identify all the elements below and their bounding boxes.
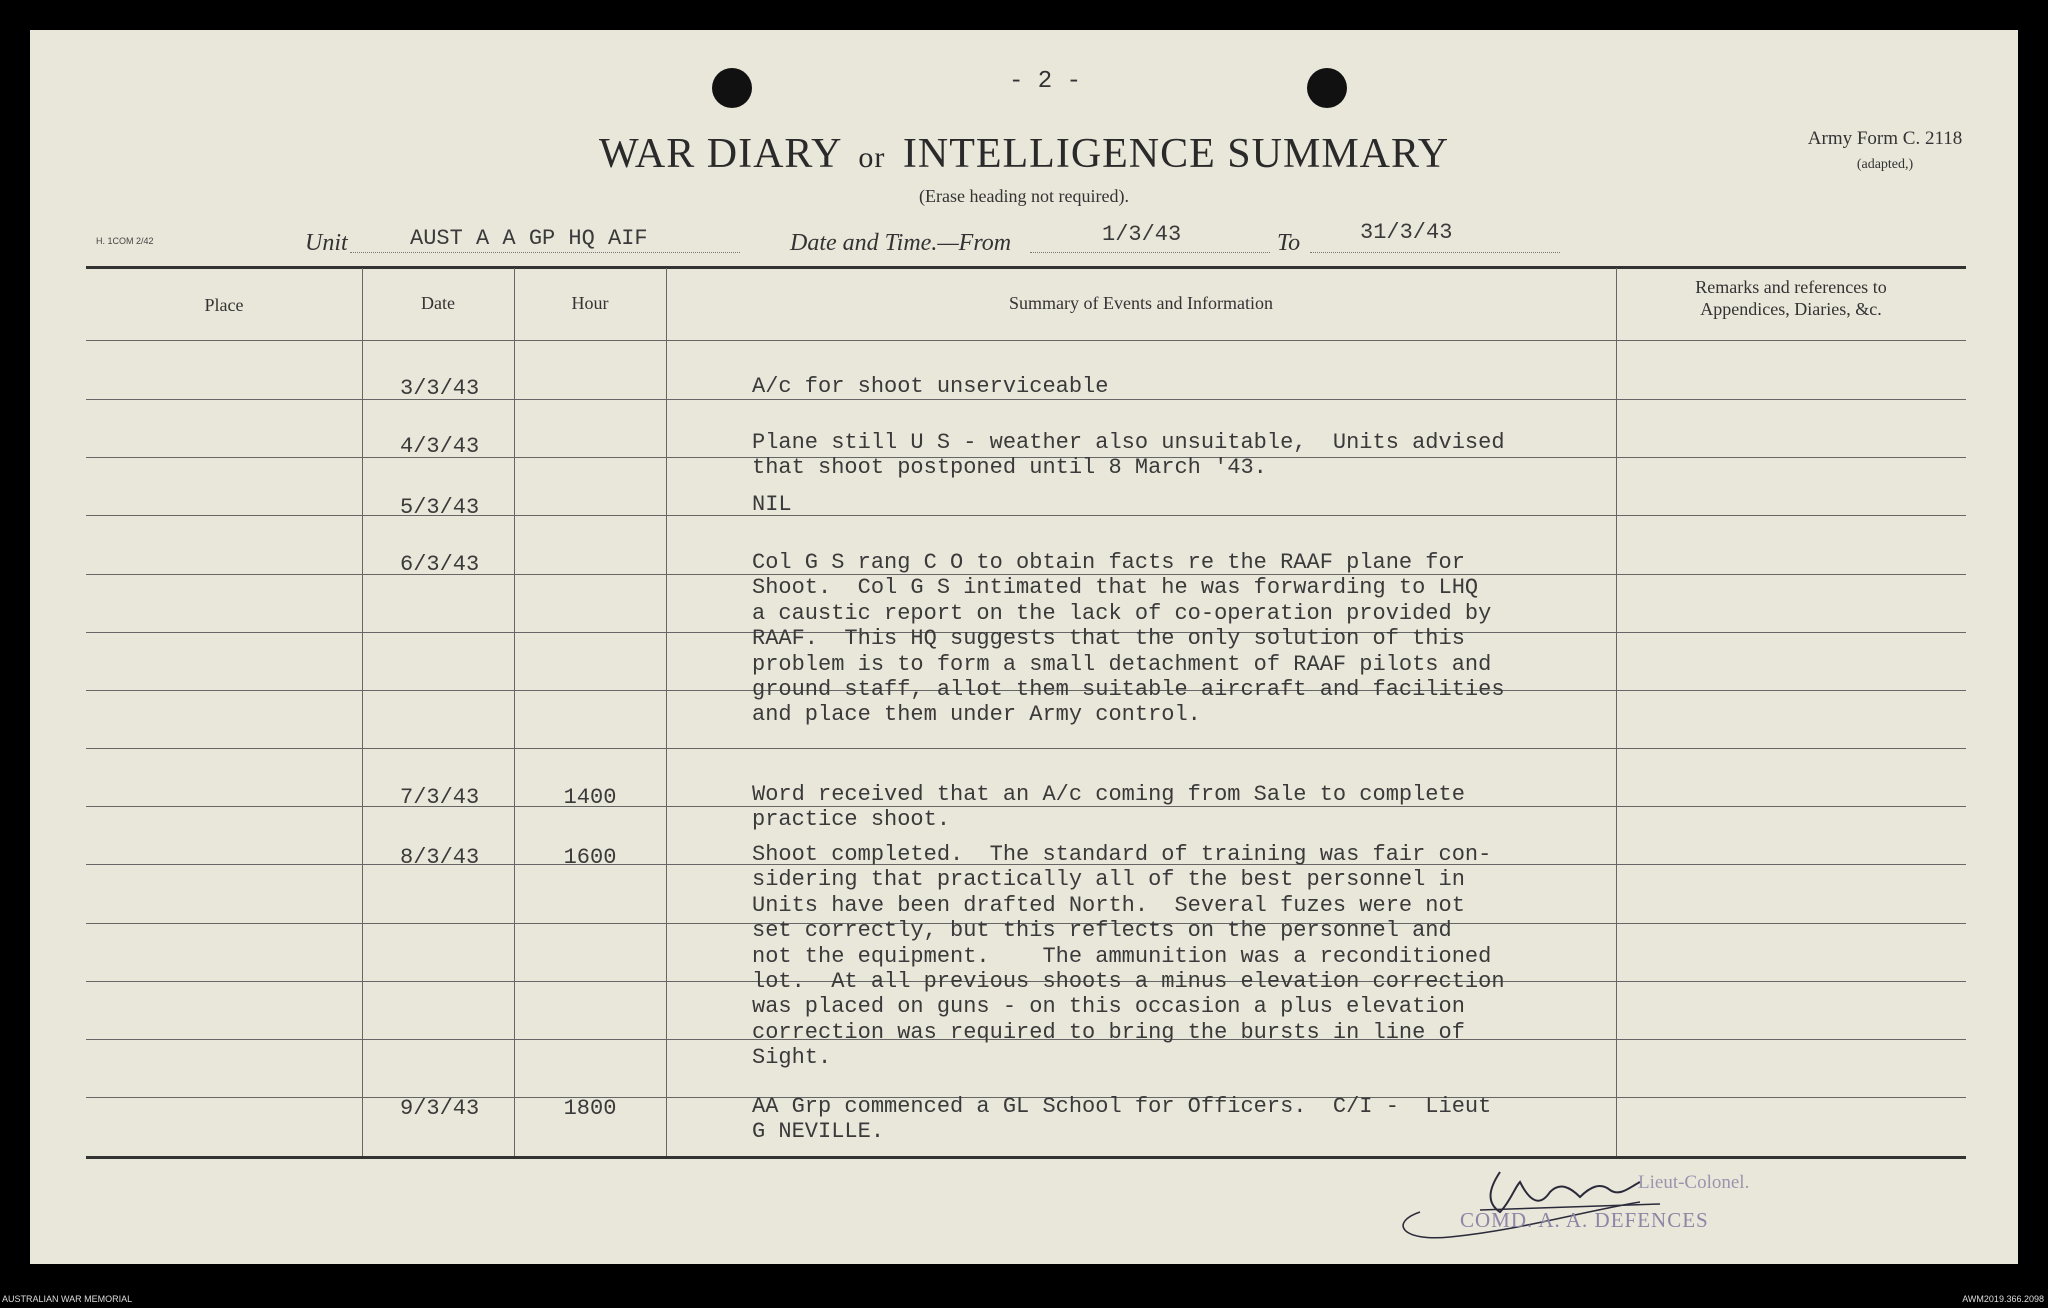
punch-hole-left: [712, 68, 752, 108]
army-form-ref: [1770, 126, 2000, 178]
col-divider-hour: [666, 268, 667, 1156]
header-bottom-rule: [86, 340, 1966, 341]
unit-underline: [350, 252, 740, 253]
entry-date: 7/3/43: [400, 785, 480, 810]
to-date: 31/3/43: [1360, 220, 1453, 245]
col-header-place: Place: [204, 295, 244, 315]
from-date: 1/3/43: [1102, 222, 1182, 247]
date-time-label: Date and Time.—From: [790, 230, 1012, 256]
diary-sheet: [30, 30, 2018, 1264]
title-or: or: [858, 141, 886, 174]
row-rule: [86, 748, 1966, 749]
stamp-rank: Lieut-Colonel.: [1638, 1172, 1750, 1193]
unit-label: Unit: [305, 230, 348, 256]
entry-date: 6/3/43: [400, 552, 480, 577]
entry-hour: 1400: [563, 785, 617, 810]
footer-source: AUSTRALIAN WAR MEMORIAL: [2, 1294, 133, 1304]
handwritten-signature: [1380, 1142, 1760, 1252]
remarks-line1: Remarks and references to: [1695, 277, 1887, 297]
entry-date: 3/3/43: [400, 376, 480, 401]
entry-text: Word received that an A/c coming from Sale to complete practice shoot.: [752, 782, 1465, 833]
form-title: [30, 130, 2018, 178]
unit-value: AUST A A GP HQ AIF: [410, 226, 648, 251]
col-header-date: Date: [421, 293, 455, 313]
col-divider-place: [362, 268, 363, 1156]
entry-text: A/c for shoot unserviceable: [752, 374, 1109, 399]
footer-reference: AWM2019.366.2098: [1962, 1294, 2044, 1304]
stamp-title: COMD. A. A. DEFENCES: [1460, 1208, 1709, 1232]
from-underline: [1030, 252, 1270, 253]
army-form-number: Army Form C. 2118: [1807, 128, 1963, 149]
col-header-hour: Hour: [571, 293, 609, 313]
army-form-adapted: (adapted,): [1856, 157, 1914, 172]
entry-date: 9/3/43: [400, 1096, 480, 1121]
title-part2: INTELLIGENCE SUMMARY: [902, 131, 1450, 177]
punch-hole-right: [1307, 68, 1347, 108]
remarks-line2: Appendices, Diaries, &c.: [1700, 299, 1882, 319]
entry-date: 4/3/43: [400, 434, 480, 459]
entry-hour: 1600: [563, 845, 617, 870]
form-code: H. 1COM 2/42: [96, 236, 154, 246]
entry-text: AA Grp commenced a GL School for Officers. C/I - Lieut G NEVILLE.: [752, 1094, 1492, 1145]
erase-note: (Erase heading not required).: [919, 186, 1129, 206]
title-part1: WAR DIARY: [598, 131, 841, 177]
entry-hour: 1800: [563, 1096, 617, 1121]
col-header-remarks: [1616, 276, 1966, 320]
entry-date: 5/3/43: [400, 495, 480, 520]
col-header-summary: Summary of Events and Information: [1009, 293, 1273, 313]
to-label: To: [1277, 230, 1301, 256]
entry-text: Shoot completed. The standard of training was fair con- sidering that practically all of the best personnel in Units have been drafted North. Several fuzes were not set correctly, but this reflects on the personnel and not the equipment. The ammunition was a reconditioned lot. At all previous shoots a minus elevation correction was placed on guns - on this occasion a plus elevation correction was required to bring the bursts in line of Sight.: [752, 842, 1505, 1071]
col-divider-date: [514, 268, 515, 1156]
page-number: - 2 -: [1008, 68, 1081, 95]
entry-text: NIL: [752, 492, 792, 517]
entry-text: Plane still U S - weather also unsuitable, Units advised that shoot postponed until 8 March '43.: [752, 430, 1505, 481]
table-top-rule: [86, 266, 1966, 269]
entry-date: 8/3/43: [400, 845, 480, 870]
entry-text: Col G S rang C O to obtain facts re the RAAF plane for Shoot. Col G S intimated that he was forwarding to LHQ a caustic report on the lack of co-operation provided by RAAF. This HQ suggests that the only solution of this problem is to form a small detachment of RAAF pilots and ground staff, allot them suitable aircraft and facilities and place them under Army control.: [752, 550, 1505, 728]
to-underline: [1310, 252, 1560, 253]
